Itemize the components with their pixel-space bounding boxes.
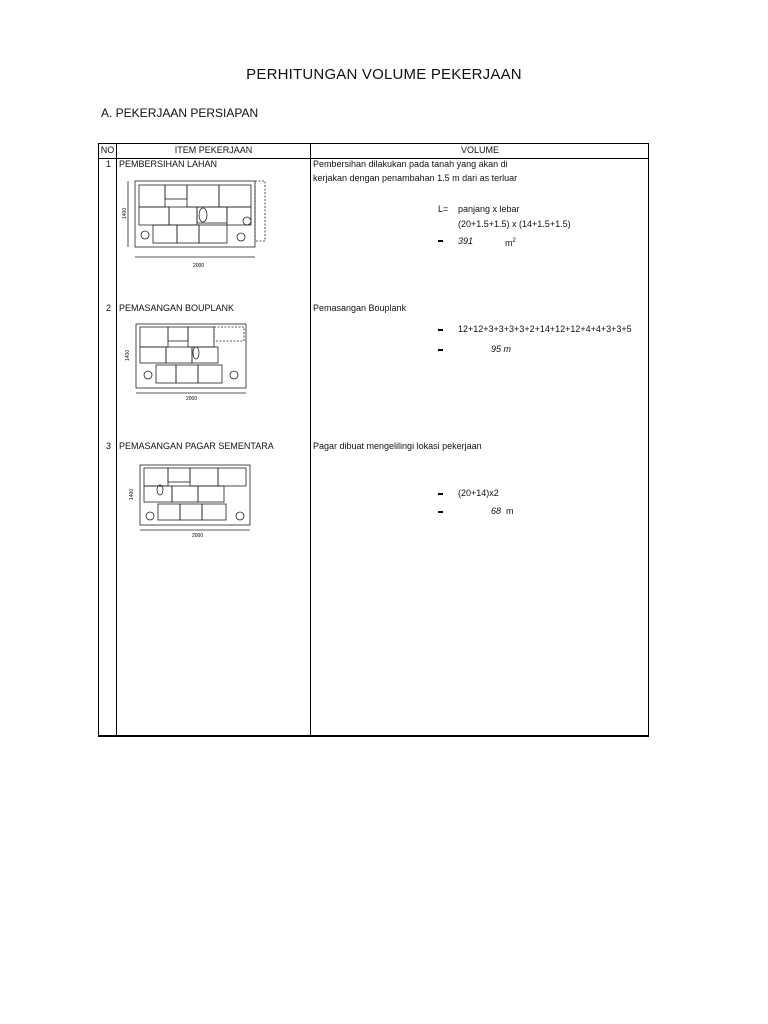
floor-plan-image bbox=[126, 321, 254, 401]
header-volume: VOLUME bbox=[460, 145, 499, 155]
equals-dash bbox=[438, 487, 443, 499]
result-value: 391 bbox=[458, 236, 474, 246]
row-number: 1 bbox=[105, 159, 111, 169]
item-name: PEMBERSIHAN LAHAN bbox=[119, 159, 218, 169]
svg-text:2000: 2000 bbox=[186, 396, 198, 402]
description-line: Pemasangan Bouplank bbox=[313, 303, 407, 313]
equals-dash bbox=[438, 505, 443, 517]
volume-table bbox=[98, 143, 649, 737]
section-heading: A. PEKERJAAN PERSIAPAN bbox=[101, 106, 259, 120]
result-unit: m bbox=[506, 506, 514, 516]
item-name: PEMASANGAN PAGAR SEMENTARA bbox=[119, 441, 274, 451]
formula-label: L= bbox=[438, 204, 449, 214]
page-title: PERHITUNGAN VOLUME PEKERJAAN bbox=[246, 66, 522, 83]
result-value: 95 m bbox=[491, 344, 512, 354]
header-no: NO bbox=[100, 145, 115, 155]
formula-line: panjang x lebar bbox=[458, 204, 520, 214]
description-line: Pagar dibuat mengelilingi lokasi pekerjaan bbox=[313, 441, 482, 451]
svg-text:1400: 1400 bbox=[129, 488, 135, 500]
svg-text:1400: 1400 bbox=[125, 349, 131, 361]
formula-line: (20+14)x2 bbox=[458, 488, 499, 498]
equals-dash bbox=[438, 343, 443, 355]
item-name: PEMASANGAN BOUPLANK bbox=[119, 303, 235, 313]
equals-dash bbox=[438, 234, 443, 246]
floor-plan-image bbox=[123, 177, 271, 272]
floor-plan-image bbox=[130, 462, 258, 538]
header-item: ITEM PEKERJAAN bbox=[174, 145, 253, 155]
row-number: 3 bbox=[105, 441, 111, 451]
svg-text:2000: 2000 bbox=[192, 533, 204, 539]
result-unit: $m^2$ bbox=[505, 238, 516, 248]
column-divider bbox=[116, 144, 117, 735]
row-number: 2 bbox=[105, 303, 111, 313]
description-line: Pembersihan dilakukan pada tanah yang akan di bbox=[313, 159, 508, 169]
svg-text:2000: 2000 bbox=[193, 263, 205, 269]
equals-dash bbox=[438, 323, 443, 335]
formula-line: (20+1.5+1.5) x (14+1.5+1.5) bbox=[458, 219, 571, 229]
description-line: kerjakan dengan penambahan 1.5 m dari as terluar bbox=[313, 173, 518, 183]
svg-text:1400: 1400 bbox=[122, 207, 128, 219]
column-divider bbox=[310, 144, 311, 735]
formula-line: 12+12+3+3+3+3+2+14+12+12+4+4+3+3+5 bbox=[458, 324, 632, 334]
result-value: 68 bbox=[491, 506, 502, 516]
